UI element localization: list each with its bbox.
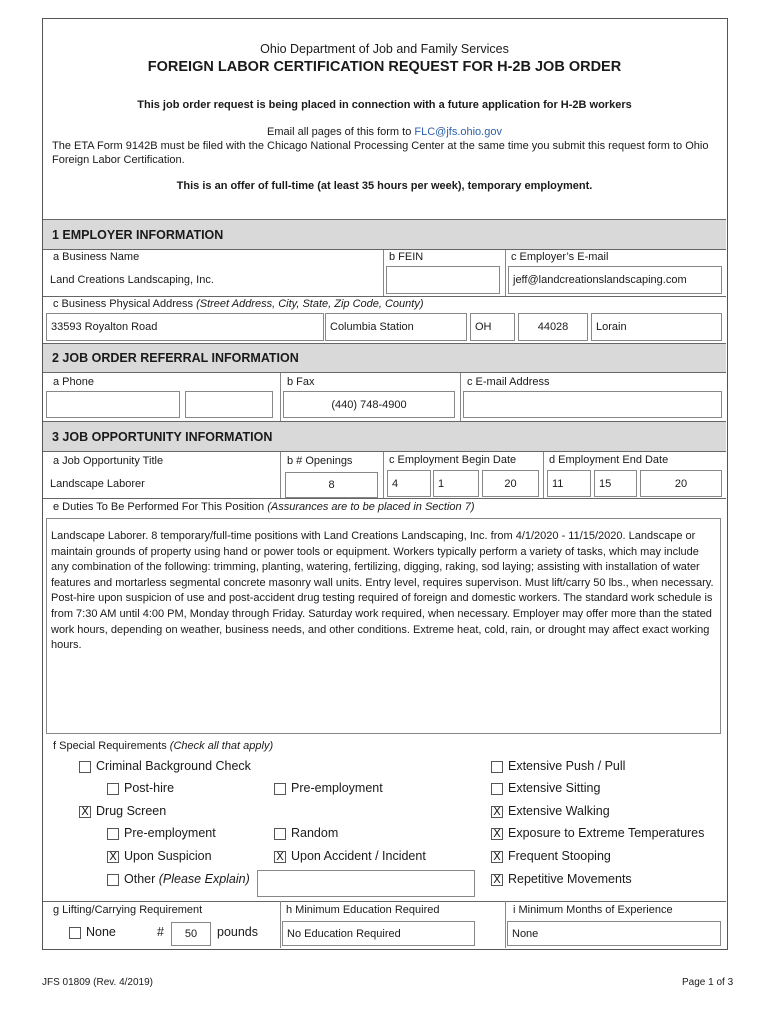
phone-area-field[interactable] bbox=[46, 391, 180, 418]
eta-note: The ETA Form 9142B must be filed with the Chicago National Processing Center at the same time you submit this request form to Ohio Foreign Labor Certification. bbox=[52, 140, 709, 166]
random-checkbox[interactable] bbox=[274, 828, 286, 840]
fax-field[interactable]: (440) 748-4900 bbox=[283, 391, 455, 418]
address-label-text: c Business Physical Address bbox=[53, 298, 194, 310]
sitting-checkbox[interactable] bbox=[491, 783, 503, 795]
email-prefix: Email all pages of this form to bbox=[267, 126, 415, 138]
walking-label: Extensive Walking bbox=[508, 804, 610, 818]
employer-email-label: c Employer’s E-mail bbox=[511, 251, 609, 263]
lifting-unit: pounds bbox=[217, 925, 259, 939]
job-title-field[interactable]: Landscape Laborer bbox=[46, 470, 276, 497]
duties-hint: (Assurances are to be placed in Section 7) bbox=[267, 501, 475, 513]
city-field[interactable]: Columbia Station bbox=[325, 313, 467, 341]
walking-checkbox[interactable]: X bbox=[491, 806, 503, 818]
referral-email-label: c E-mail Address bbox=[467, 376, 550, 388]
push-pull-checkbox[interactable] bbox=[491, 761, 503, 773]
referral-email-field[interactable] bbox=[463, 391, 722, 418]
pre-employment-drug-label: Pre-employment bbox=[124, 826, 216, 840]
special-req-label bbox=[53, 740, 273, 752]
page-number: Page 1 of 3 bbox=[682, 977, 734, 988]
openings-field[interactable]: 8 bbox=[285, 472, 378, 498]
other-label bbox=[124, 872, 250, 886]
post-hire-label: Post-hire bbox=[124, 781, 175, 795]
lifting-none-checkbox[interactable] bbox=[69, 927, 81, 939]
section-3-header: 3 JOB OPPORTUNITY INFORMATION bbox=[43, 421, 726, 452]
experience-label: i Minimum Months of Experience bbox=[513, 904, 673, 916]
openings-label: b # Openings bbox=[287, 455, 353, 467]
form-subtitle: This job order request is being placed in connection with a future application for H-2B workers bbox=[137, 99, 632, 111]
begin-date-label: c Employment Begin Date bbox=[389, 454, 517, 466]
begin-year-field[interactable]: 20 bbox=[482, 470, 539, 497]
repetitive-checkbox[interactable]: X bbox=[491, 874, 503, 886]
sitting-label: Extensive Sitting bbox=[508, 781, 601, 795]
duties-label bbox=[53, 501, 474, 513]
upon-suspicion-label: Upon Suspicion bbox=[124, 849, 212, 863]
end-day-field[interactable]: 15 bbox=[594, 470, 637, 497]
other-explain-field[interactable] bbox=[257, 870, 475, 897]
experience-field[interactable]: None bbox=[507, 921, 721, 946]
phone-label: a Phone bbox=[53, 376, 94, 388]
address-hint: (Street Address, City, State, Zip Code, County) bbox=[196, 298, 424, 310]
special-req-hint: (Check all that apply) bbox=[169, 740, 274, 752]
lifting-none-label: None bbox=[86, 925, 116, 939]
fein-label: b FEIN bbox=[389, 251, 424, 263]
end-date-label: d Employment End Date bbox=[549, 454, 669, 466]
section-2-header: 2 JOB ORDER REFERRAL INFORMATION bbox=[43, 343, 726, 373]
criminal-check-checkbox[interactable] bbox=[79, 761, 91, 773]
street-field[interactable]: 33593 Royalton Road bbox=[46, 313, 324, 341]
other-checkbox[interactable] bbox=[107, 874, 119, 886]
email-instruction bbox=[43, 126, 726, 138]
lifting-label: g Lifting/Carrying Requirement bbox=[53, 904, 203, 916]
duties-label-text: e Duties To Be Performed For This Position bbox=[53, 501, 265, 513]
repetitive-label: Repetitive Movements bbox=[508, 872, 632, 886]
temperatures-checkbox[interactable]: X bbox=[491, 828, 503, 840]
form-id: JFS 01809 (Rev. 4/2019) bbox=[42, 977, 153, 988]
special-req-label-text: f Special Requirements bbox=[53, 740, 167, 752]
end-month-field[interactable]: 11 bbox=[547, 470, 591, 497]
form-title: FOREIGN LABOR CERTIFICATION REQUEST FOR H-2B JOB ORDER bbox=[147, 59, 622, 75]
phone-number-field[interactable] bbox=[185, 391, 273, 418]
begin-month-field[interactable]: 4 bbox=[387, 470, 431, 497]
pre-employment-drug-checkbox[interactable] bbox=[107, 828, 119, 840]
business-name-label: a Business Name bbox=[53, 251, 140, 263]
employer-email-field[interactable]: jeff@landcreationslandscaping.com bbox=[508, 266, 722, 294]
zip-field[interactable]: 44028 bbox=[518, 313, 588, 341]
agency-name: Ohio Department of Job and Family Services bbox=[260, 42, 509, 56]
lifting-hash: # bbox=[157, 925, 164, 939]
criminal-check-label: Criminal Background Check bbox=[96, 759, 251, 773]
lifting-pounds-field[interactable]: 50 bbox=[171, 922, 211, 946]
county-field[interactable]: Lorain bbox=[591, 313, 722, 341]
duties-textarea[interactable]: Landscape Laborer. 8 temporary/full-time positions with Land Creations Landscaping, Inc. from 4/1/2020 - 11/15/2020. Landscape or maintain grounds of property using hand or power tools or equipment. Workers typically perform a variety of tasks, which may include any combination of the following: trimming, planting, watering, fertilizing, digging, raking, sod laying; assisting with installation of water features and mortarless segmental concrete masonry wall units. Entry level, requires supervison. Must lift/carry 50 lbs., when necessary. Post-hire upon suspicion of use and post-accident drug testing required of foreign and domestic workers. The standard work schedule is from 7:30 AM until 4:00 PM, Monday through Friday. Saturday work required, when necessary. Employer may offer more than the stated work hours, depending on weather, business needs, and other conditions. Extreme heat, cold, rain, or drought may affect exact working hours. bbox=[46, 518, 721, 734]
education-field[interactable]: No Education Required bbox=[282, 921, 475, 946]
state-field[interactable]: OH bbox=[470, 313, 515, 341]
upon-accident-label: Upon Accident / Incident bbox=[291, 849, 426, 863]
drug-screen-checkbox[interactable]: X bbox=[79, 806, 91, 818]
pre-employment-cbc-label: Pre-employment bbox=[291, 781, 383, 795]
offer-statement: This is an offer of full-time (at least 35 hours per week), temporary employment. bbox=[176, 180, 593, 192]
job-title-label: a Job Opportunity Title bbox=[53, 455, 164, 467]
pre-employment-cbc-checkbox[interactable] bbox=[274, 783, 286, 795]
post-hire-checkbox[interactable] bbox=[107, 783, 119, 795]
flc-email-link[interactable]: FLC@jfs.ohio.gov bbox=[414, 126, 502, 138]
random-label: Random bbox=[291, 826, 339, 840]
other-hint: (Please Explain) bbox=[158, 872, 250, 886]
other-label-text: Other bbox=[124, 872, 156, 886]
drug-screen-label: Drug Screen bbox=[96, 804, 167, 818]
upon-accident-checkbox[interactable]: X bbox=[274, 851, 286, 863]
end-year-field[interactable]: 20 bbox=[640, 470, 722, 497]
upon-suspicion-checkbox[interactable]: X bbox=[107, 851, 119, 863]
temperatures-label: Exposure to Extreme Temperatures bbox=[508, 826, 705, 840]
fein-field[interactable] bbox=[386, 266, 500, 294]
fax-label: b Fax bbox=[287, 376, 315, 388]
section-1-header: 1 EMPLOYER INFORMATION bbox=[43, 219, 726, 250]
push-pull-label: Extensive Push / Pull bbox=[508, 759, 626, 773]
stooping-label: Frequent Stooping bbox=[508, 849, 611, 863]
begin-day-field[interactable]: 1 bbox=[433, 470, 479, 497]
address-label bbox=[53, 298, 424, 310]
stooping-checkbox[interactable]: X bbox=[491, 851, 503, 863]
business-name-field[interactable]: Land Creations Landscaping, Inc. bbox=[46, 266, 381, 294]
education-label: h Minimum Education Required bbox=[286, 904, 440, 916]
